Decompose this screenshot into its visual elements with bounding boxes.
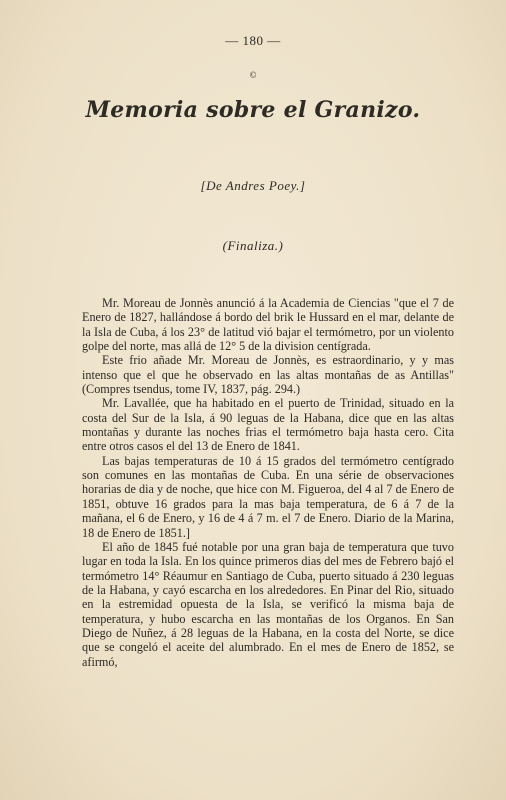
paragraph: El año de 1845 fué notable por una gran baja de temperatura que tuvo lugar en toda la Isla. En los quince primeros dias del mes de Febrero bajó el termómetro 14° Réaumur en Santiago de Cuba, puerto situado á 230 leguas de la Habana, y cayó escarcha en los alrededores. En Pinar del Rio, situado en la estremidad opuesta de la Isla, se verificó la misma baja de temperatura, y hubo escarcha en las montañas de los Organos. En San Diego de Nuñez, á 28 leguas de la Habana, en la costa del Norte, se dice que se congeló el aceite del alumbrado. En el mes de Enero de 1852, se afirmó, — [82, 539, 454, 669]
author-line: [De Andres Poey.] — [200, 178, 306, 193]
paragraph: Este frio añade Mr. Moreau de Jonnès, es estraordinario, y y mas intenso que el que he observado en las altas montañas de as Antillas" (Compres tsendus, tome IV, 1837, pág. 294.) — [82, 353, 454, 397]
body-text — [82, 296, 454, 669]
paragraph: Mr. Lavallée, que ha habitado en el puerto de Trinidad, situado en la costa del Sur de la Isla, á 90 leguas de la Habana, dice que en las altas montañas y durante las noches frias el termómetro baja hasta cero. Cita entre otros casos el del 13 de Enero de 1841. — [82, 396, 454, 454]
article-title: Memoria sobre el Granizo. — [85, 97, 421, 123]
paragraph: Las bajas temperaturas de 10 á 15 grados del termómetro centígrado son comunes en las montañas de Cuba. En una série de observaciones horarias de dia y de noche, que hice con M. Figueroa, del 4 al 7 de Enero de 1851, obtuve 16 grados para la mas baja temperatura, de 6 á 7 de la mañana, el 6 de Enero, y 16 de 4 á 7 m. el 7 de Enero. Diario de la Marina, 18 de Enero de 1851.] — [82, 453, 454, 540]
ornament-mark: © — [249, 70, 257, 80]
paragraph: Mr. Moreau de Jonnès anunció á la Academia de Ciencias "que el 7 de Enero de 1827, hallándose á bordo del brik le Hussard en el mar, delante de la Isla de Cuba, á los 23° de latitud vió bajar el termómetro, por un violento golpe del norte, mas allá de 12° 5 de la division centígrada. — [82, 296, 454, 354]
continuation-note: (Finaliza.) — [222, 238, 284, 253]
page-number: — 180 — — [225, 33, 281, 48]
